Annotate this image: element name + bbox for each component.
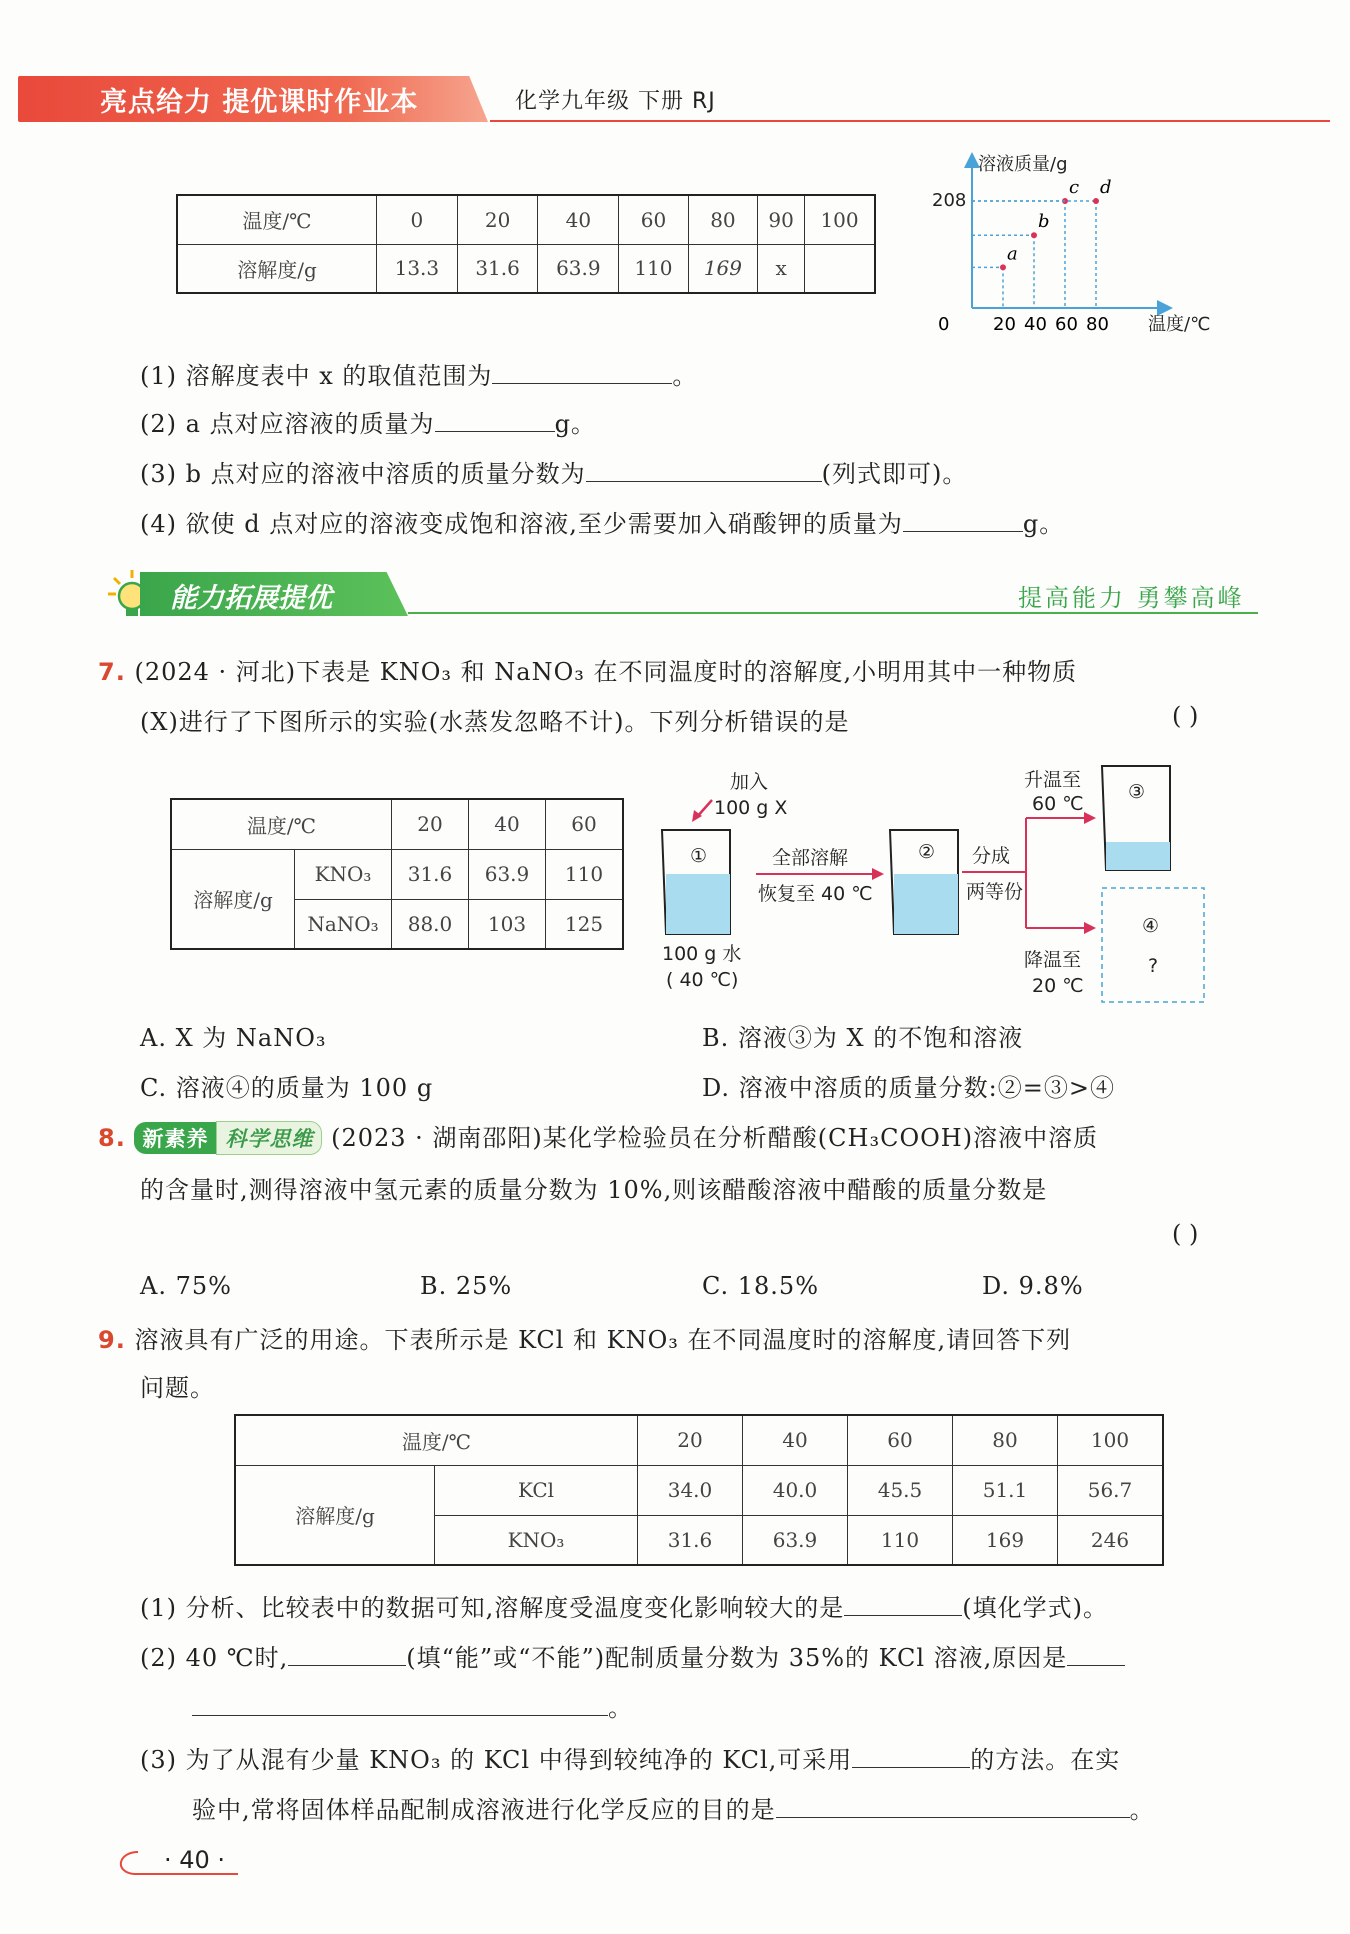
point-label-d: d	[1100, 177, 1112, 198]
kcl-kno3-table	[234, 1414, 1164, 1566]
x-axis-label: 温度/℃	[1148, 314, 1211, 335]
x-tick-60: 60	[1055, 314, 1078, 335]
q7-stem-1: (2024 · 河北)下表是 KNO₃ 和 NaNO₃ 在不同温度时的溶解度,小明用其中一种物质	[134, 658, 1078, 686]
badge-scientific-thinking: 科学思维	[216, 1121, 322, 1155]
answer-blank[interactable]	[192, 1693, 608, 1716]
q8-stem-2: 的含量时,测得溶液中氢元素的质量分数为 10%,则该醋酸溶液中醋酸的质量分数是	[140, 1176, 1048, 1204]
point-label-b: b	[1038, 211, 1050, 233]
table-cell: 温度/℃	[171, 799, 392, 849]
experiment-diagram	[640, 756, 1250, 1006]
table-cell: KNO₃	[435, 1515, 638, 1565]
table-cell: NaNO₃	[295, 899, 392, 949]
q9-part2	[140, 1638, 1125, 1673]
table-cell: 溶解度/g	[171, 849, 295, 949]
table-cell: 103	[469, 899, 546, 949]
q9-part1-text: (1) 分析、比较表中的数据可知,溶解度受温度变化影响较大的是	[140, 1594, 845, 1622]
table-cell: 40	[469, 799, 546, 849]
table-cell: 125	[546, 899, 624, 949]
heat-label-b: 60 ℃	[1032, 793, 1084, 815]
add-label: 加入	[730, 771, 769, 793]
q9-part3-text-2: 验中,常将固体样品配制成溶液进行化学反应的目的是	[192, 1796, 776, 1824]
q9-part3-mid: 的方法。在实	[970, 1746, 1121, 1774]
heat-label-a: 升温至	[1024, 769, 1082, 791]
table-cell: 90	[758, 195, 805, 244]
split-label-b: 两等份	[966, 881, 1024, 903]
q7-stem-2: (X)进行了下图所示的实验(水蒸发忽略不计)。下列分析错误的是	[140, 708, 850, 736]
add-amount: 100 g X	[714, 797, 788, 819]
unknown-mark: ?	[1148, 955, 1159, 977]
q6-part4	[140, 504, 1064, 539]
header-rule	[490, 120, 1330, 122]
x-tick-0: 0	[938, 314, 950, 335]
q6-part4-end: g。	[1022, 510, 1065, 538]
beaker-1-label: ①	[690, 845, 708, 867]
table-cell: 88.0	[392, 899, 469, 949]
y-tick-208: 208	[932, 190, 967, 211]
y-axis-label: 溶液质量/g	[978, 154, 1068, 175]
q9-part2-cont	[192, 1688, 633, 1723]
section-slogan: 提高能力 勇攀高峰	[1018, 584, 1245, 612]
q6-part3	[140, 454, 967, 489]
solubility-table-1	[176, 194, 876, 294]
beaker-4-label: ④	[1142, 915, 1160, 937]
q7-option-d[interactable]: D. 溶液中溶质的质量分数:②=③>④	[702, 1074, 1115, 1102]
x-tick-80: 80	[1086, 314, 1109, 335]
q6-part3-text: (3) b 点对应的溶液中溶质的质量分数为	[140, 460, 586, 488]
answer-blank[interactable]	[1067, 1643, 1125, 1666]
table-cell: 110	[546, 849, 624, 899]
table-cell: 60	[546, 799, 624, 849]
q6-part1-text: (1) 溶解度表中 x 的取值范围为	[140, 362, 493, 390]
header-title: 亮点给力 提优课时作业本	[100, 87, 419, 118]
q9-part2-mid: (填“能”或“不能”)配制质量分数为 35%的 KCl 溶液,原因是	[406, 1644, 1068, 1672]
cool-label-a: 降温至	[1024, 949, 1082, 971]
point-a	[1000, 264, 1006, 270]
q9-stem-2: 问题。	[140, 1374, 215, 1402]
table-cell: 169	[953, 1515, 1058, 1565]
question-number: 7.	[98, 658, 126, 686]
q6-part1	[140, 356, 697, 391]
table-cell: 80	[953, 1415, 1058, 1465]
point-b	[1031, 232, 1037, 238]
table-cell: x	[758, 244, 805, 293]
table-cell: 溶解度/g	[177, 244, 377, 293]
restore-label: 恢复至 40 ℃	[758, 883, 873, 905]
split-label-a: 分成	[972, 845, 1011, 867]
section-title: 能力拓展提优	[170, 583, 332, 614]
q6-part2	[140, 404, 596, 439]
table-cell: KNO₃	[295, 849, 392, 899]
q7-option-a[interactable]: A. X 为 NaNO₃	[140, 1024, 327, 1052]
q8-line1	[98, 1118, 1098, 1155]
answer-blank[interactable]	[776, 1795, 1130, 1818]
answer-paren[interactable]: ( )	[1172, 1220, 1199, 1248]
table-cell: 20	[392, 799, 469, 849]
beaker-2-label: ②	[918, 841, 936, 863]
table-cell: 51.1	[953, 1465, 1058, 1515]
answer-paren[interactable]: ( )	[1172, 702, 1199, 730]
table-cell: 110	[619, 244, 688, 293]
cool-label-b: 20 ℃	[1032, 975, 1084, 997]
answer-blank[interactable]	[492, 361, 672, 384]
table-cell: 溶解度/g	[235, 1465, 435, 1565]
q6-part1-end: 。	[672, 362, 698, 390]
table-cell: 60	[619, 195, 688, 244]
badge-new-literacy: 新素养	[134, 1122, 216, 1154]
q8-option-a[interactable]: A. 75%	[140, 1272, 232, 1300]
table-cell: 63.9	[538, 244, 619, 293]
table-cell: 20	[457, 195, 538, 244]
header-subtitle: 化学九年级 下册 RJ	[515, 89, 716, 114]
page-number: · 40 ·	[164, 1846, 226, 1874]
table-cell: 63.9	[743, 1515, 848, 1565]
table-cell: 20	[638, 1415, 743, 1465]
q7-line1	[98, 652, 1077, 687]
q8-option-d[interactable]: D. 9.8%	[982, 1272, 1084, 1300]
answer-blank[interactable]	[852, 1745, 970, 1768]
table-cell: 246	[1058, 1515, 1164, 1565]
q8-stem-1: (2023 · 湖南邵阳)某化学检验员在分析醋酸(CH₃COOH)溶液中溶质	[331, 1124, 1099, 1152]
dissolve-label: 全部溶解	[772, 847, 849, 869]
table-cell: 40	[538, 195, 619, 244]
table-cell: KCl	[435, 1465, 638, 1515]
q6-part2-end: g。	[554, 410, 596, 438]
q9-part2-end: 。	[608, 1694, 633, 1722]
q9-part3-end: 。	[1129, 1796, 1155, 1824]
table-cell: 45.5	[848, 1465, 953, 1515]
point-label-c: c	[1069, 177, 1080, 198]
table-cell: 温度/℃	[235, 1415, 638, 1465]
q9-part1	[140, 1588, 1108, 1623]
q9-line1	[98, 1320, 1071, 1355]
answer-blank[interactable]	[586, 459, 822, 482]
table-cell: 13.3	[377, 244, 458, 293]
question-number: 9.	[98, 1326, 126, 1354]
table-cell: 40	[743, 1415, 848, 1465]
table-cell: 100	[1058, 1415, 1164, 1465]
table-cell: 31.6	[392, 849, 469, 899]
table-cell: 0	[377, 195, 458, 244]
x-tick-20: 20	[993, 314, 1016, 335]
water-temp: ( 40 ℃)	[666, 969, 739, 991]
table-cell: 100	[805, 195, 875, 244]
q9-part3-cont	[192, 1790, 1155, 1825]
table-cell: 110	[848, 1515, 953, 1565]
table-cell: 60	[848, 1415, 953, 1465]
answer-blank[interactable]	[435, 409, 555, 432]
table-cell: 40.0	[743, 1465, 848, 1515]
answer-blank[interactable]	[288, 1643, 406, 1666]
table-cell: 56.7	[1058, 1465, 1164, 1515]
table-cell: 温度/℃	[177, 195, 377, 244]
point-d	[1093, 198, 1099, 204]
q6-part3-end: (列式即可)。	[821, 460, 968, 488]
q9-part2-text: (2) 40 ℃时,	[140, 1644, 289, 1672]
table-cell: 169	[688, 244, 757, 293]
q7-option-c[interactable]: C. 溶液④的质量为 100 g	[140, 1074, 434, 1102]
table-cell: 34.0	[638, 1465, 743, 1515]
unknown-box-4	[1102, 888, 1204, 1002]
water-label: 100 g 水	[662, 943, 742, 965]
answer-blank[interactable]	[844, 1593, 962, 1616]
x-tick-40: 40	[1024, 314, 1047, 335]
answer-blank[interactable]	[903, 509, 1023, 532]
q8-option-b[interactable]: B. 25%	[420, 1272, 513, 1300]
q9-stem-1: 溶液具有广泛的用途。下表所示是 KCl 和 KNO₃ 在不同温度时的溶解度,请回答下列	[134, 1326, 1072, 1354]
question-number: 8.	[98, 1124, 126, 1152]
q9-part1-end: (填化学式)。	[962, 1594, 1108, 1622]
q8-option-c[interactable]: C. 18.5%	[702, 1272, 820, 1300]
table-cell: 31.6	[457, 244, 538, 293]
kno3-nano3-table	[170, 798, 624, 950]
q6-part2-text: (2) a 点对应溶液的质量为	[140, 410, 435, 438]
q9-part3-text: (3) 为了从混有少量 KNO₃ 的 KCl 中得到较纯净的 KCl,可采用	[140, 1746, 853, 1774]
table-cell: 80	[688, 195, 757, 244]
beaker-3-label: ③	[1128, 781, 1146, 803]
q7-option-b[interactable]: B. 溶液③为 X 的不饱和溶液	[702, 1024, 1024, 1052]
table-cell: 63.9	[469, 849, 546, 899]
point-label-a: a	[1007, 243, 1018, 265]
q9-part3	[140, 1740, 1120, 1775]
table-cell: 31.6	[638, 1515, 743, 1565]
q6-part4-text: (4) 欲使 d 点对应的溶液变成饱和溶液,至少需要加入硝酸钾的质量为	[140, 510, 903, 538]
solution-mass-graph	[930, 146, 1230, 346]
